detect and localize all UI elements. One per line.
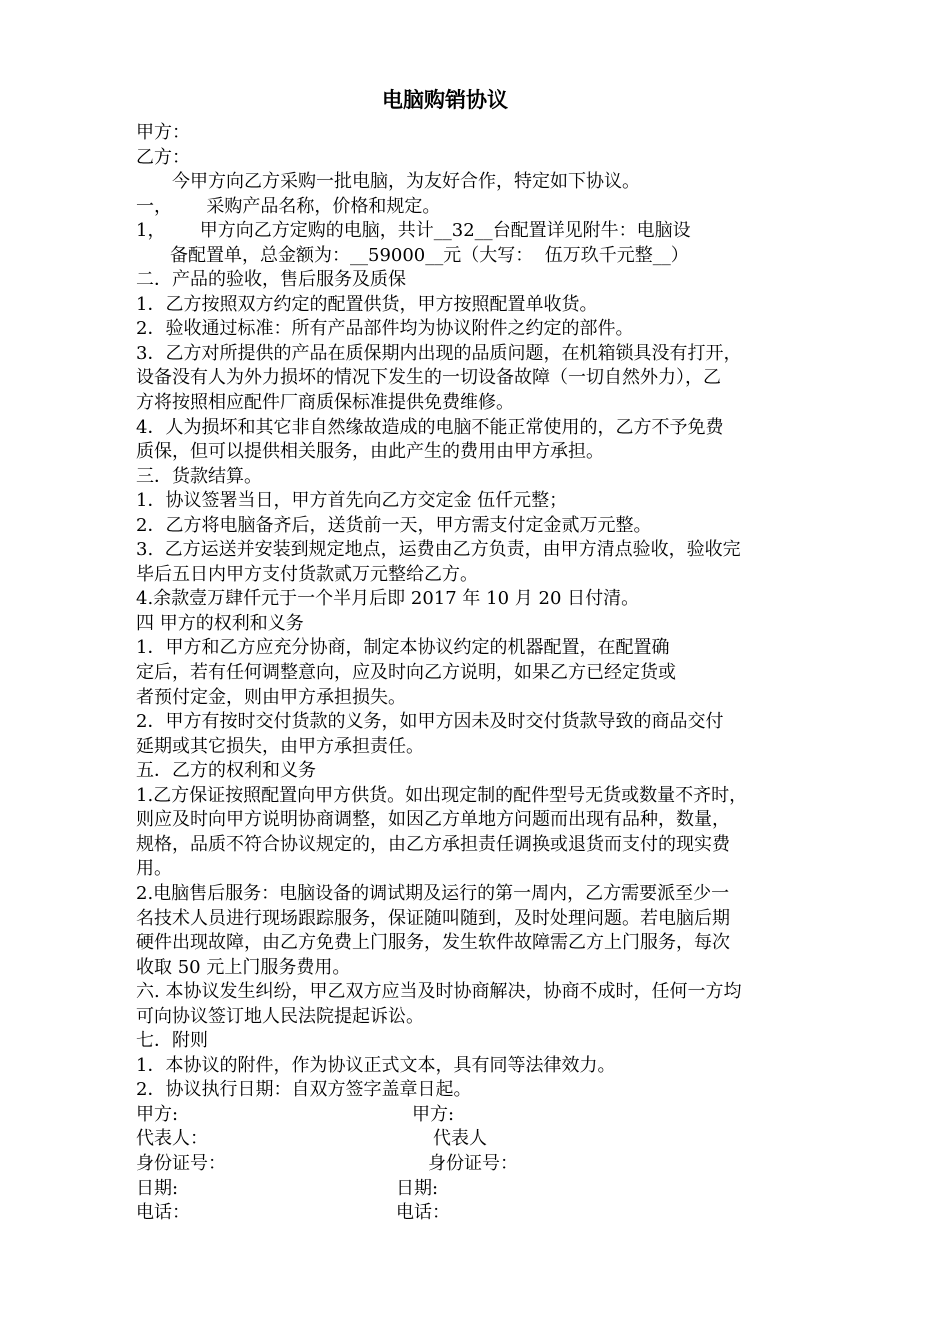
section-2-item-4-line-2: 质保，但可以提供相关服务，由此产生的费用由甲方承担。 [136, 441, 604, 463]
section-1-item-1-cont [136, 244, 866, 269]
signature-phone-row [136, 1201, 866, 1226]
section-2-item-3-line-1: 3．乙方对所提供的产品在质保期内出现的品质问题，在机箱锁具没有打开， [136, 342, 742, 364]
section-6-line-1: 六. 本协议发生纠纷，甲乙双方应当及时协商解决，协商不成时，任何一方均 [136, 981, 742, 1003]
section-3-item-4: 4.余款壹万肆仟元于一个半月后即 2017 年 10 月 20 日付清。 [136, 588, 640, 610]
section-4-item-1-line-2: 定后，若有任何调整意向，应及时向乙方说明，如果乙方已经定货或 [136, 662, 676, 684]
section-3-heading: 三．货款结算。 [136, 465, 262, 487]
section-1-item-1 [136, 219, 866, 244]
s1-item1-text-a: 1， 甲方向乙方定购的电脑，共计 [136, 220, 434, 242]
intro-paragraph: 今甲方向乙方采购一批电脑，为友好合作，特定如下协议。 [172, 171, 640, 193]
section-5-item-1-line-2: 则应及时向甲方说明协商调整，如因乙方单地方问题而出现有品种，数量， [136, 809, 730, 831]
section-4-item-1-line-1: 1．甲方和乙方应充分协商，制定本协议约定的机器配置，在配置确 [136, 637, 670, 659]
section-3-item-3-line-2: 毕后五日内甲方支付货款贰万元整给乙方。 [136, 563, 478, 585]
section-5-item-2-line-2: 名技术人员进行现场跟踪服务，保证随叫随到，及时处理问题。若电脑后期 [136, 907, 730, 929]
s1-item1-text-c: 备配置单，总金额为： [170, 244, 350, 266]
left-phone-label: 电话： [136, 1202, 190, 1224]
signature-rep-row [136, 1127, 866, 1152]
section-5-item-2-line-3: 硬件出现故障，由乙方免费上门服务，发生软件故障需乙方上门服务，每次 [136, 932, 730, 954]
right-date-label: 日期: [396, 1177, 439, 1199]
right-phone-label: 电话： [396, 1202, 450, 1224]
section-6-line-2: 可向协议签订地人民法院提起诉讼。 [136, 1005, 424, 1027]
right-party-label: 甲方: [412, 1103, 455, 1125]
section-3-item-3-line-1: 3. 乙方运送并安装到规定地点，运费由乙方负责，由甲方清点验收，验收完 [136, 539, 741, 561]
left-party-label: 甲方: [136, 1103, 179, 1125]
party-b-line: 乙方： [136, 146, 190, 168]
section-3-item-2: 2．乙方将电脑备齐后，送货前一天，甲方需支付定金贰万元整。 [136, 514, 652, 536]
section-4-item-1-line-3: 者预付定金，则由甲方承担损失。 [136, 686, 406, 708]
section-3-item-1: 1．协议签署当日，甲方首先向乙方交定金 伍仟元整； [136, 490, 568, 512]
section-7-item-2: 2．协议执行日期：自双方签字盖章日起。 [136, 1079, 472, 1101]
section-1-heading: 一， 采购产品名称，价格和规定。 [136, 195, 441, 217]
section-4-item-2-line-1: 2．甲方有按时交付货款的义务，如甲方因未及时交付货款导致的商品交付 [136, 711, 724, 733]
quantity-value: __32__ [433, 220, 493, 242]
section-7-item-1: 1．本协议的附件，作为协议正式文本，具有同等法律效力。 [136, 1054, 616, 1076]
document-title: 电脑购销协议 [382, 88, 508, 112]
section-2-item-1: 1．乙方按照双方约定的配置供货，甲方按照配置单收货。 [136, 293, 598, 315]
signature-id-row [136, 1152, 866, 1177]
section-5-item-1-line-3: 规格，品质不符合协议规定的，由乙方承担责任调换或退货而支付的现实费 [136, 833, 730, 855]
section-5-heading: 五．乙方的权利和义务 [136, 760, 316, 782]
section-5-item-1-line-1: 1.乙方保证按照配置向甲方供货。如出现定制的配件型号无货或数量不齐时， [136, 784, 748, 806]
left-rep-label: 代表人： [136, 1128, 208, 1150]
document-body [136, 121, 866, 1226]
signature-date-row [136, 1177, 866, 1202]
section-7-heading: 七．附则 [136, 1030, 208, 1052]
section-4-item-2-line-2: 延期或其它损失，由甲方承担责任。 [136, 735, 424, 757]
section-2-heading: 二．产品的验收，售后服务及质保 [136, 269, 406, 291]
party-a-line: 甲方： [136, 122, 190, 143]
section-2-item-2: 2．验收通过标准：所有产品部件均为协议附件之约定的部件。 [136, 318, 634, 340]
right-id-label: 身份证号： [428, 1152, 518, 1174]
s1-item1-text-b: 台配置详见附牛：电脑设 [492, 220, 691, 242]
s1-item1-text-d: 元（大写： 伍万玖千元整__） [443, 244, 689, 266]
section-2-item-4-line-1: 4．人为损坏和其它非自然缘故造成的电脑不能正常使用的，乙方不予免费 [136, 416, 724, 438]
section-2-item-3-line-2: 设备没有人为外力损坏的情况下发生的一切设备故障（一切自然外力），乙 [136, 367, 721, 389]
section-5-item-2-line-1: 2.电脑售后服务：电脑设备的调试期及运行的第一周内，乙方需要派至少一 [136, 882, 730, 904]
section-2-item-3-line-3: 方将按照相应配件厂商质保标准提供免费维修。 [136, 392, 514, 414]
signature-party-row [136, 1103, 866, 1128]
right-rep-label: 代表人 [433, 1128, 487, 1150]
section-5-item-2-line-4: 收取 50 元上门服务费用。 [136, 956, 351, 978]
left-id-label: 身份证号： [136, 1152, 226, 1174]
section-4-heading: 四 甲方的权利和义务 [136, 612, 304, 634]
amount-value: __59000__ [350, 244, 444, 266]
section-5-item-1-line-4: 用。 [136, 858, 172, 880]
left-date-label: 日期: [136, 1177, 179, 1199]
